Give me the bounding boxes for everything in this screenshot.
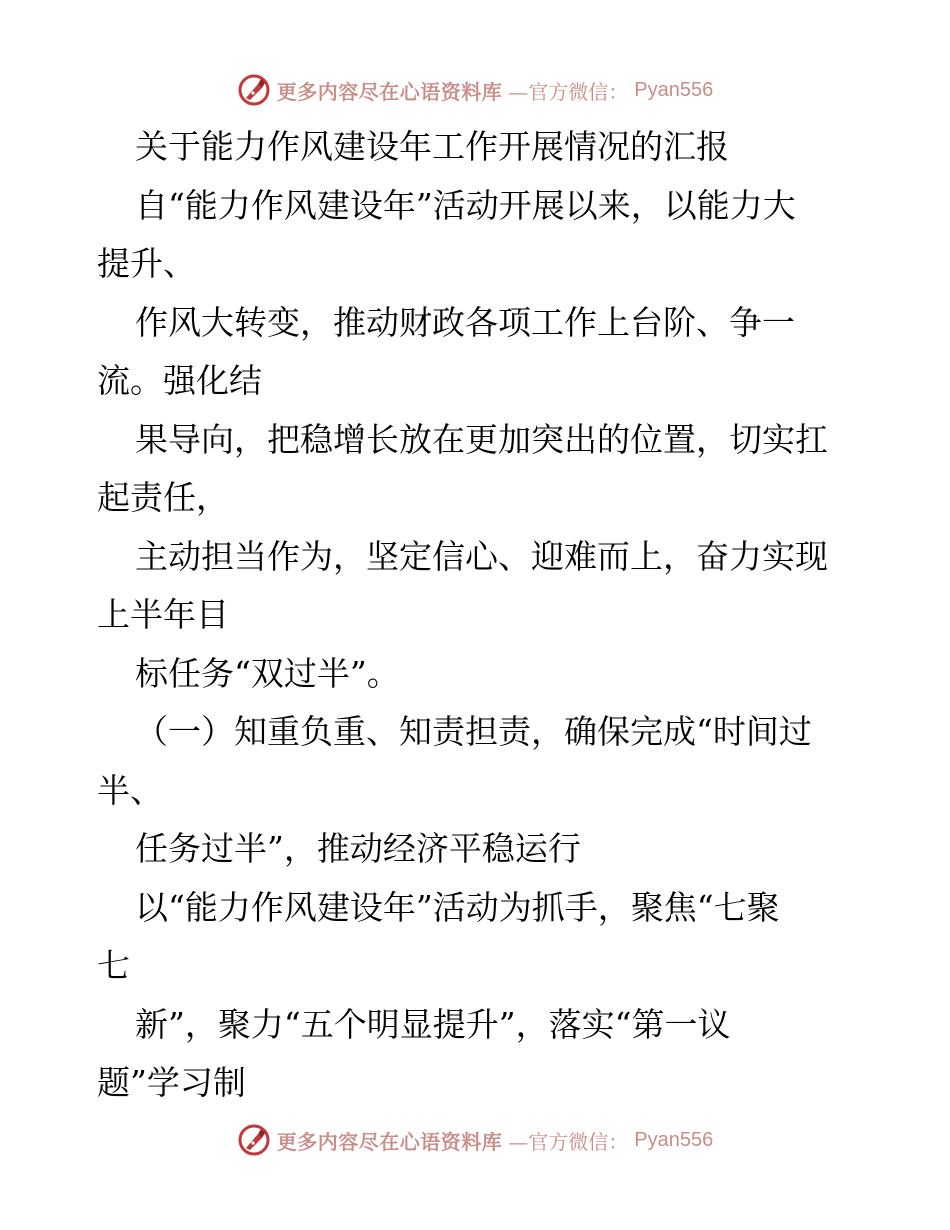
footer-banner-sub: —官方微信：: [508, 1129, 629, 1154]
footer-banner-id: Pyan556: [634, 1128, 714, 1151]
header-banner-sub: —官方微信：: [508, 79, 629, 104]
text-line: 半、: [97, 770, 163, 810]
footer-watermark-banner: [0, 1120, 950, 1160]
text-line: 任务过半”，推动经济平稳运行: [135, 829, 581, 868]
text-line: 上半年目: [97, 595, 229, 634]
text-line: 新”，聚力“五个明显提升”，落实“第一议: [135, 1004, 731, 1044]
text-line: 题”学习制: [97, 1063, 246, 1102]
text-line: 主动担当作为，坚定信心、迎难而上，奋力实现: [135, 536, 828, 576]
text-line: 七: [97, 946, 130, 985]
document-body: [97, 118, 857, 1113]
text-line: 以“能力作风建设年”活动为抓手，聚焦“七聚: [135, 887, 780, 927]
header-watermark-banner: [0, 70, 950, 110]
text-line: 作风大转变，推动财政各项工作上台阶、争一: [135, 302, 795, 342]
pen-nib-logo-icon: [237, 1123, 271, 1157]
section-heading: （一）知重负重、知责担责，确保完成“时间过: [135, 712, 812, 751]
text-line: 起责任，: [97, 478, 229, 517]
document-title: 关于能力作风建设年工作开展情况的汇报: [135, 127, 729, 166]
text-line: 果导向，把稳增长放在更加突出的位置，切实扛: [135, 419, 828, 459]
text-line: 流。强化结: [97, 361, 262, 400]
text-line: 自“能力作风建设年”活动开展以来，以能力大: [135, 185, 796, 225]
text-line: 提升、: [97, 244, 196, 283]
text-line: 标任务“双过半”。: [135, 653, 400, 693]
footer-banner-text: 更多内容尽在心语资料库: [276, 1129, 503, 1154]
header-banner-id: Pyan556: [634, 78, 714, 101]
header-banner-text: 更多内容尽在心语资料库: [276, 79, 503, 104]
pen-nib-logo-icon: [237, 73, 271, 107]
